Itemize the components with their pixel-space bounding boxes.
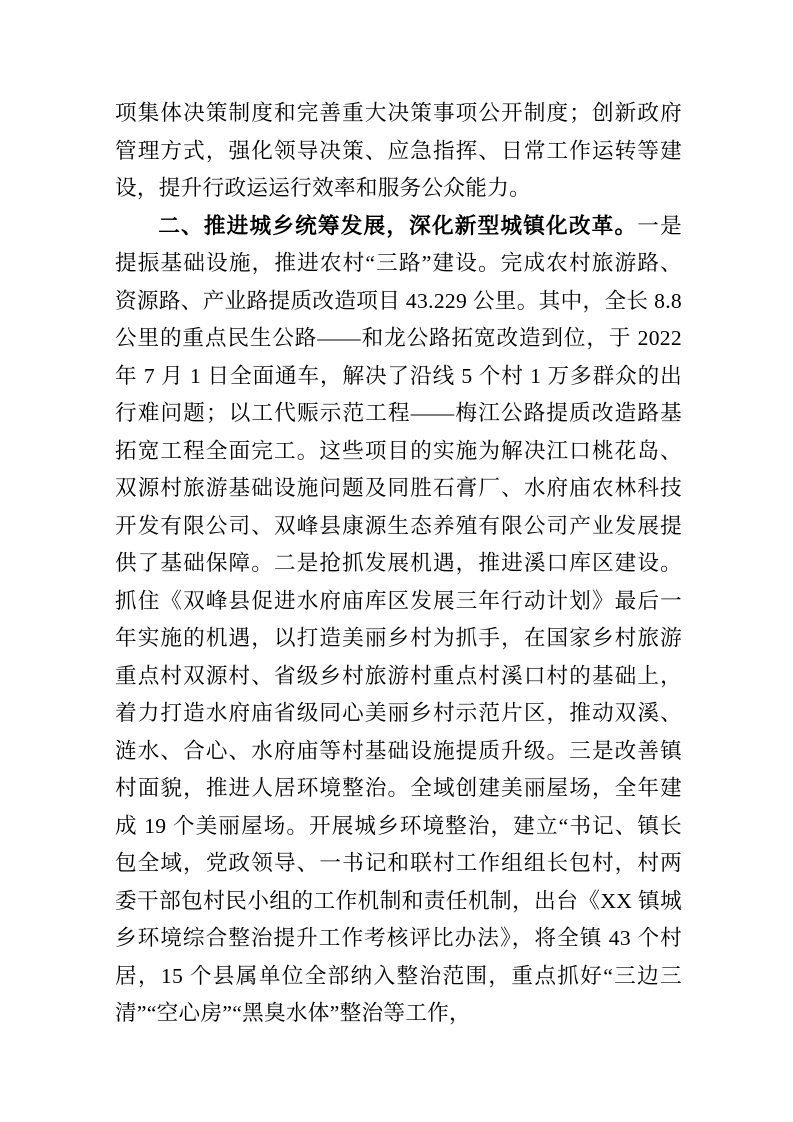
text-run: 项集体决策制度和完善重大决策事项公开制度；创新政府管理方式，强化领导决策、应急指挥、日常工作运转等建设，提升行政运运行效率和服务公众能力。 [115,101,682,200]
paragraph-section-two [115,208,682,1033]
section-heading-run: 二、推进城乡统筹发展，深化新型城镇化改革。 [158,213,638,238]
text-run: 一是提振基础设施，推进农村“三路”建设。完成农村旅游路、资源路、产业路提质改造项目 43.229 公里。其中，全长 8.8 公里的重点民生公路——和龙公路拓宽改造到位，于 2022 年 7 月 1 日全面通车，解决了沿线 5 个村 1 万多群众的出行难问题；以工代赈示范工程——梅江公路提质改造路基拓宽工程全面完工。这些项目的实施为解决江口桃花岛、双源村旅游基础设施问题及同胜石膏厂、水府庙农林科技开发有限公司、双峰县康源生态养殖有限公司产业发展提供了基础保障。二是抢抓发展机遇，推进溪口库区建设。抓住《双峰县促进水府庙库区发展三年行动计划》最后一年实施的机遇，以打造美丽乡村为抓手，在国家乡村旅游重点村双源村、省级乡村旅游村重点村溪口村的基础上，着力打造水府庙省级同心美丽乡村示范片区，推动双溪、涟水、合心、水府庙等村基础设施提质升级。三是改善镇村面貌，推进人居环境整治。全域创建美丽屋场，全年建成 19 个美丽屋场。开展城乡环境整治，建立“书记、镇长包全域，党政领导、一书记和联村工作组组长包村，村两委干部包村民小组的工作机制和责任机制，出台《XX 镇城乡环境综合整治提升工作考核评比办法》，将全镇 43 个村居，15 个县属单位全部纳入整治范围，重点抓好“三边三清”“空心房”“黑臭水体”整治等工作， [115,213,682,1025]
document-body [115,95,682,1033]
paragraph-continuation [115,95,682,208]
